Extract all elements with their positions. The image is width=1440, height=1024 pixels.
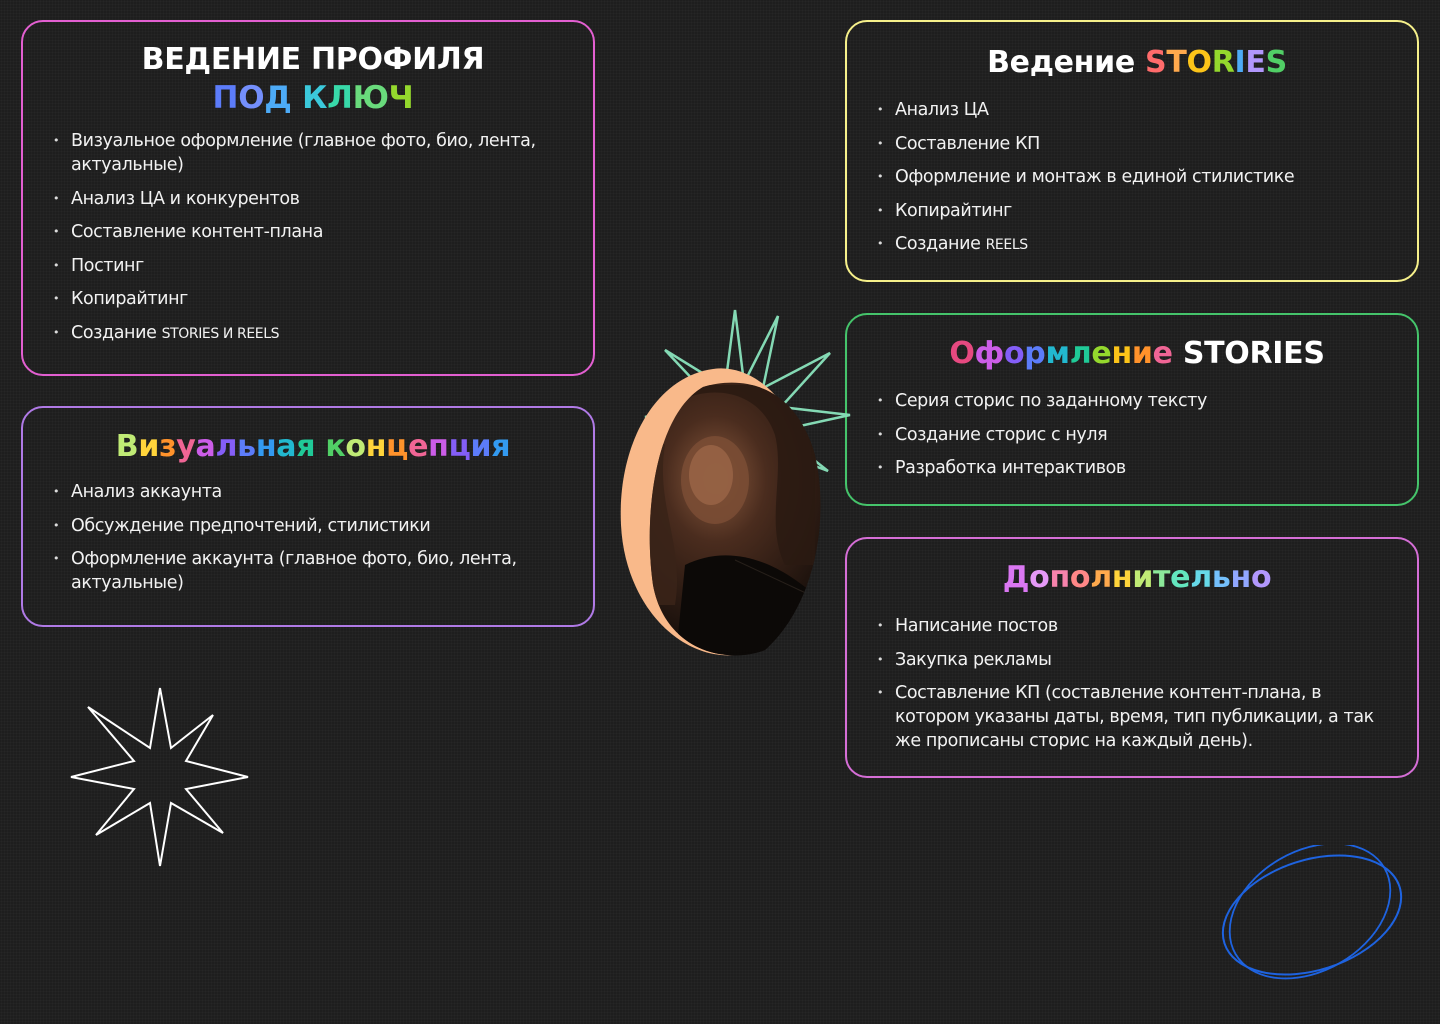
ellipse-scribble-icon [1215, 845, 1410, 985]
profile-service-list [53, 129, 573, 346]
list-item-text: Создание [71, 322, 162, 343]
title-letter: л [1090, 560, 1112, 595]
stories-design-card [845, 313, 1419, 506]
stories-title-word [1145, 45, 1287, 80]
title-letter: S [1145, 45, 1167, 80]
list-item: • Копирайтинг [53, 287, 573, 311]
portrait-graphic [615, 305, 855, 665]
title-letter: Л [327, 80, 353, 116]
title-letter: T [1166, 45, 1187, 80]
title-letter: В [115, 429, 139, 464]
title-letter: и [470, 429, 492, 464]
title-letter: е [1091, 336, 1112, 371]
title-letter: ц [386, 429, 409, 464]
title-letter: о [345, 429, 366, 464]
title-letter: н [365, 429, 387, 464]
title-letter: з [159, 429, 177, 464]
visual-card-title [53, 428, 573, 466]
title-letter: а [276, 429, 297, 464]
list-item-caps: STORIES И REELS [161, 325, 280, 342]
title-letter [315, 429, 325, 464]
title-letter: R [1211, 45, 1235, 80]
list-item: • Обсуждение предпочтений, стилистики [53, 514, 573, 538]
extra-service-list [877, 614, 1397, 753]
title-letter: ц [448, 429, 471, 464]
list-item [53, 321, 573, 346]
extra-title-text [1003, 560, 1272, 595]
title-letter: S [1265, 45, 1287, 80]
title-letter: н [255, 429, 277, 464]
title-letter: П [212, 80, 239, 116]
profile-management-card [21, 20, 595, 376]
title-letter: о [1250, 560, 1272, 595]
title-letter: и [1131, 336, 1153, 371]
stories-management-card [845, 20, 1419, 282]
list-item-caps: REELS [985, 237, 1028, 253]
title-letter: Ч [388, 80, 414, 116]
profile-title-line2 [53, 79, 573, 117]
title-letter: ь [1211, 560, 1231, 595]
visual-service-list [53, 480, 573, 595]
list-item: • Визуальное оформление (главное фото, био, лента, актуальные) [53, 129, 573, 177]
title-letter [292, 80, 303, 116]
list-item [877, 232, 1397, 257]
title-letter: р [1024, 336, 1046, 371]
list-item: • Анализ ЦА и конкурентов [53, 187, 573, 211]
title-letter: л [1190, 560, 1212, 595]
visual-title-text [116, 429, 510, 464]
title-letter: Д [264, 80, 292, 116]
title-letter: о [1003, 336, 1025, 371]
additional-services-card [845, 537, 1419, 778]
title-letter: н [1111, 560, 1133, 595]
title-letter: м [1045, 336, 1070, 371]
list-item: • Создание сторис с нуля [877, 423, 1397, 447]
extra-card-title [877, 559, 1397, 597]
title-letter: я [296, 429, 316, 464]
title-letter: а [195, 429, 216, 464]
title-letter: н [1230, 560, 1251, 595]
title-letter: о [1029, 560, 1050, 595]
title-letter: ь [237, 429, 256, 464]
list-item: • Оформление и монтаж в единой стилистике [877, 165, 1397, 189]
stories-service-list [877, 98, 1397, 257]
title-letter: л [1069, 336, 1092, 371]
title-letter: к [325, 429, 346, 464]
title-letter: и [1132, 560, 1154, 595]
visual-concept-card [21, 406, 595, 627]
list-item: • Копирайтинг [877, 199, 1397, 223]
stories-title-prefix: Ведение [987, 45, 1146, 80]
title-letter: о [1069, 560, 1091, 595]
title-letter: и [138, 429, 160, 464]
list-item: • Составление КП [877, 132, 1397, 156]
profile-title-line1: ВЕДЕНИЕ ПРОФИЛЯ [141, 42, 485, 77]
list-item: • Оформление аккаунта (главное фото, био, лента, актуальные) [53, 547, 573, 595]
title-letter: п [1049, 560, 1070, 595]
list-item: • Разработка интерактивов [877, 456, 1397, 480]
title-letter: Ю [352, 80, 389, 116]
title-letter: н [1111, 336, 1132, 371]
title-letter: E [1245, 45, 1266, 80]
list-item: • Закупка рекламы [877, 648, 1397, 672]
title-letter: е [408, 429, 429, 464]
list-item: • Анализ ЦА [877, 98, 1397, 122]
design-card-title [877, 335, 1397, 373]
title-letter: е [1152, 336, 1173, 371]
title-letter: я [491, 429, 511, 464]
design-title-prefix [949, 336, 1172, 371]
title-letter: К [302, 80, 328, 116]
title-letter: е [1170, 560, 1191, 595]
design-service-list [877, 389, 1397, 480]
stories-card-title [877, 44, 1397, 82]
list-item-text: Создание [895, 234, 986, 254]
profile-title-line2-text [213, 80, 414, 116]
title-letter: Д [1002, 560, 1030, 595]
design-title-word: STORIES [1182, 336, 1325, 371]
profile-card-title [53, 41, 573, 117]
list-item: • Составление контент-плана [53, 220, 573, 244]
title-letter: I [1234, 45, 1246, 80]
title-letter: т [1153, 560, 1171, 595]
list-item: • Постинг [53, 254, 573, 278]
starburst-icon [68, 685, 253, 870]
title-letter: л [215, 429, 238, 464]
list-item: • Написание постов [877, 614, 1397, 638]
title-letter: у [176, 429, 196, 464]
list-item: • Составление КП (составление контент-плана, в котором указаны даты, время, тип публикации, а так же прописаны сторис на каждый день). [877, 681, 1397, 753]
list-item: • Анализ аккаунта [53, 480, 573, 504]
title-letter: О [238, 80, 265, 116]
title-letter: ф [974, 336, 1004, 371]
title-letter: п [428, 429, 449, 464]
title-letter: O [1186, 45, 1212, 80]
title-letter: О [949, 336, 975, 371]
list-item: • Серия сторис по заданному тексту [877, 389, 1397, 413]
